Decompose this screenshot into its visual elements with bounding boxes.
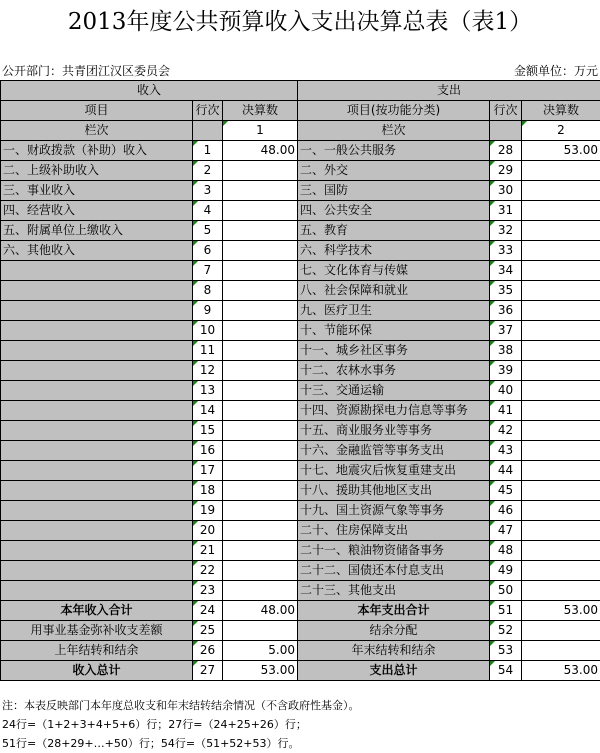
amount-cell xyxy=(522,361,600,381)
income-item-cell: 四、经营收入 xyxy=(1,201,193,221)
row-number: 49 xyxy=(490,561,522,581)
row-number: 45 xyxy=(490,481,522,501)
expense-item-cell: 三、国防 xyxy=(298,181,490,201)
amount-cell xyxy=(522,641,600,661)
unit-label: 金额单位：万元 xyxy=(500,62,600,80)
row-number: 27 xyxy=(193,661,223,681)
row-number: 6 xyxy=(193,241,223,261)
income-item-cell xyxy=(1,401,193,421)
row-number: 46 xyxy=(490,501,522,521)
amount-cell xyxy=(223,441,298,461)
amount-cell xyxy=(522,241,600,261)
row-number: 44 xyxy=(490,461,522,481)
lanci-blank xyxy=(193,121,223,141)
amount-cell xyxy=(223,301,298,321)
col-header-item-func: 项目(按功能分类) xyxy=(298,101,490,121)
row-number: 25 xyxy=(193,621,223,641)
amount-cell xyxy=(223,421,298,441)
col-number-1: 1 xyxy=(223,121,298,141)
income-item-cell: 二、上级补助收入 xyxy=(1,161,193,181)
col-header-item: 项目 xyxy=(1,101,193,121)
income-item-cell xyxy=(1,541,193,561)
table-row xyxy=(1,181,600,201)
table-row xyxy=(1,501,600,521)
amount-cell xyxy=(522,461,600,481)
income-item-cell xyxy=(1,461,193,481)
amount-cell: 53.00 xyxy=(522,661,600,681)
table-row xyxy=(1,381,600,401)
income-item-cell xyxy=(1,441,193,461)
row-number: 2 xyxy=(193,161,223,181)
row-number: 33 xyxy=(490,241,522,261)
table-row xyxy=(1,521,600,541)
col-header-amount2: 决算数 xyxy=(522,101,600,121)
header-row-lanci xyxy=(1,121,600,141)
row-number: 41 xyxy=(490,401,522,421)
expense-item-cell: 六、科学技术 xyxy=(298,241,490,261)
income-item-cell xyxy=(1,281,193,301)
expense-item-cell: 十七、地震灾后恢复重建支出 xyxy=(298,461,490,481)
table-row xyxy=(1,301,600,321)
row-number: 50 xyxy=(490,581,522,601)
income-item-cell xyxy=(1,361,193,381)
expense-item-cell: 十三、交通运输 xyxy=(298,381,490,401)
amount-cell: 53.00 xyxy=(223,661,298,681)
amount-cell xyxy=(522,381,600,401)
row-number: 31 xyxy=(490,201,522,221)
row-number: 8 xyxy=(193,281,223,301)
row-number: 37 xyxy=(490,321,522,341)
table-row xyxy=(1,201,600,221)
row-number: 12 xyxy=(193,361,223,381)
expense-item-cell: 十四、资源勘探电力信息等事务 xyxy=(298,401,490,421)
amount-cell xyxy=(522,421,600,441)
row-number: 13 xyxy=(193,381,223,401)
table-row xyxy=(1,161,600,181)
row-number: 4 xyxy=(193,201,223,221)
row-number: 3 xyxy=(193,181,223,201)
amount-cell xyxy=(223,621,298,641)
row-number: 19 xyxy=(193,501,223,521)
income-item-cell xyxy=(1,521,193,541)
row-number: 35 xyxy=(490,281,522,301)
col-header-amount: 决算数 xyxy=(223,101,298,121)
row-number: 51 xyxy=(490,601,522,621)
expense-item-cell: 十八、援助其他地区支出 xyxy=(298,481,490,501)
surplus-label: 结余分配 xyxy=(298,621,490,641)
expense-item-cell: 二、外交 xyxy=(298,161,490,181)
row-number: 5 xyxy=(193,221,223,241)
row-number: 18 xyxy=(193,481,223,501)
row-number: 32 xyxy=(490,221,522,241)
expense-item-cell: 十、节能环保 xyxy=(298,321,490,341)
table-row xyxy=(1,481,600,501)
row-number: 43 xyxy=(490,441,522,461)
row-number: 48 xyxy=(490,541,522,561)
income-item-cell xyxy=(1,581,193,601)
amount-cell: 48.00 xyxy=(223,141,298,161)
amount-cell xyxy=(223,361,298,381)
amount-cell xyxy=(223,581,298,601)
expense-item-cell: 七、文化体育与传媒 xyxy=(298,261,490,281)
expense-total-label: 支出总计 xyxy=(298,661,490,681)
row-number: 42 xyxy=(490,421,522,441)
page-title: 2013年度公共预算收入支出决算总表（表1） xyxy=(0,0,600,44)
table-row xyxy=(1,441,600,461)
amount-cell xyxy=(223,281,298,301)
amount-cell: 53.00 xyxy=(522,601,600,621)
amount-cell xyxy=(223,461,298,481)
table-row xyxy=(1,461,600,481)
row-number: 24 xyxy=(193,601,223,621)
row-number: 38 xyxy=(490,341,522,361)
income-item-cell xyxy=(1,381,193,401)
row-number: 36 xyxy=(490,301,522,321)
table-row xyxy=(1,581,600,601)
table-row xyxy=(1,141,600,161)
amount-cell xyxy=(522,561,600,581)
amount-cell xyxy=(223,341,298,361)
table-row xyxy=(1,321,600,341)
row-number: 21 xyxy=(193,541,223,561)
amount-cell xyxy=(522,541,600,561)
expense-item-cell: 十二、农林水事务 xyxy=(298,361,490,381)
header-row-section xyxy=(1,81,600,101)
note-line-1: 注：本表反映部门本年度总收支和年末结转结余情况（不含政府性基金）。 xyxy=(2,697,360,715)
note-line-2: 24行=（1+2+3+4+5+6）行；27行=（24+25+26）行； xyxy=(2,716,307,734)
row-number: 20 xyxy=(193,521,223,541)
row-number: 47 xyxy=(490,521,522,541)
expense-item-cell: 十一、城乡社区事务 xyxy=(298,341,490,361)
amount-cell xyxy=(522,261,600,281)
table-row xyxy=(1,361,600,381)
row-number: 30 xyxy=(490,181,522,201)
fund-label: 用事业基金弥补收支差额 xyxy=(1,621,193,641)
col-header-row: 行次 xyxy=(193,101,223,121)
expense-year-label: 本年支出合计 xyxy=(298,601,490,621)
row-number: 34 xyxy=(490,261,522,281)
row-number: 29 xyxy=(490,161,522,181)
income-total-label: 收入总计 xyxy=(1,661,193,681)
table-row xyxy=(1,601,600,621)
lanci-label: 栏次 xyxy=(1,121,193,141)
amount-cell xyxy=(223,221,298,241)
amount-cell xyxy=(223,161,298,181)
table-row xyxy=(1,661,600,681)
note-line-3: 51行=（28+29+…+50）行；54行=（51+52+53）行。 xyxy=(2,735,300,753)
amount-cell xyxy=(223,561,298,581)
expense-item-cell: 一、一般公共服务 xyxy=(298,141,490,161)
amount-cell xyxy=(522,221,600,241)
table-row xyxy=(1,401,600,421)
table-row xyxy=(1,621,600,641)
expense-item-cell: 十六、金融监管等事务支出 xyxy=(298,441,490,461)
amount-cell xyxy=(522,161,600,181)
row-number: 7 xyxy=(193,261,223,281)
amount-cell xyxy=(223,321,298,341)
income-item-cell xyxy=(1,341,193,361)
row-number: 9 xyxy=(193,301,223,321)
table-row xyxy=(1,541,600,561)
amount-cell xyxy=(223,201,298,221)
table-row xyxy=(1,421,600,441)
income-item-cell xyxy=(1,421,193,441)
row-number: 10 xyxy=(193,321,223,341)
income-item-cell: 三、事业收入 xyxy=(1,181,193,201)
amount-cell xyxy=(223,181,298,201)
expense-item-cell: 十五、商业服务业等事务 xyxy=(298,421,490,441)
amount-cell xyxy=(522,281,600,301)
expense-item-cell: 二十三、其他支出 xyxy=(298,581,490,601)
expense-item-cell: 八、社会保障和就业 xyxy=(298,281,490,301)
amount-cell xyxy=(522,521,600,541)
amount-cell xyxy=(522,481,600,501)
row-number: 39 xyxy=(490,361,522,381)
row-number: 15 xyxy=(193,421,223,441)
amount-cell xyxy=(522,181,600,201)
row-number: 16 xyxy=(193,441,223,461)
row-number: 28 xyxy=(490,141,522,161)
row-number: 52 xyxy=(490,621,522,641)
table-row xyxy=(1,281,600,301)
amount-cell xyxy=(223,381,298,401)
amount-cell xyxy=(522,581,600,601)
amount-cell: 5.00 xyxy=(223,641,298,661)
expense-item-cell: 二十、住房保障支出 xyxy=(298,521,490,541)
expense-item-cell: 四、公共安全 xyxy=(298,201,490,221)
amount-cell xyxy=(223,481,298,501)
row-number: 22 xyxy=(193,561,223,581)
expense-section-header: 支出 xyxy=(298,81,600,101)
row-number: 26 xyxy=(193,641,223,661)
expense-item-cell: 九、医疗卫生 xyxy=(298,301,490,321)
income-section-header: 收入 xyxy=(1,81,298,101)
row-number: 17 xyxy=(193,461,223,481)
amount-cell xyxy=(223,241,298,261)
income-item-cell: 五、附属单位上缴收入 xyxy=(1,221,193,241)
table-row xyxy=(1,261,600,281)
amount-cell: 48.00 xyxy=(223,601,298,621)
amount-cell xyxy=(522,341,600,361)
amount-cell xyxy=(522,301,600,321)
expense-item-cell: 二十二、国债还本付息支出 xyxy=(298,561,490,581)
table-row xyxy=(1,341,600,361)
table-row xyxy=(1,241,600,261)
amount-cell xyxy=(522,621,600,641)
department-label: 公开部门：共青团江汉区委员会 xyxy=(2,62,170,80)
expense-item-cell: 五、教育 xyxy=(298,221,490,241)
income-item-cell xyxy=(1,561,193,581)
expense-item-cell: 十九、国土资源气象等事务 xyxy=(298,501,490,521)
amount-cell xyxy=(223,541,298,561)
income-item-cell: 六、其他收入 xyxy=(1,241,193,261)
col-header-row2: 行次 xyxy=(490,101,522,121)
row-number: 40 xyxy=(490,381,522,401)
row-number: 54 xyxy=(490,661,522,681)
income-item-cell xyxy=(1,481,193,501)
income-item-cell xyxy=(1,501,193,521)
carry-out-label: 年末结转和结余 xyxy=(298,641,490,661)
row-number: 23 xyxy=(193,581,223,601)
row-number: 1 xyxy=(193,141,223,161)
amount-cell xyxy=(522,441,600,461)
amount-cell xyxy=(223,261,298,281)
amount-cell xyxy=(522,401,600,421)
income-item-cell xyxy=(1,301,193,321)
amount-cell xyxy=(223,521,298,541)
lanci-label-2: 栏次 xyxy=(298,121,490,141)
amount-cell: 53.00 xyxy=(522,141,600,161)
income-item-cell: 一、财政拨款（补助）收入 xyxy=(1,141,193,161)
row-number: 11 xyxy=(193,341,223,361)
expense-item-cell: 二十一、粮油物资储备事务 xyxy=(298,541,490,561)
budget-table xyxy=(0,80,600,681)
income-item-cell xyxy=(1,321,193,341)
amount-cell xyxy=(522,501,600,521)
carry-in-label: 上年结转和结余 xyxy=(1,641,193,661)
amount-cell xyxy=(223,501,298,521)
lanci-blank-2 xyxy=(490,121,522,141)
table-row xyxy=(1,641,600,661)
income-item-cell xyxy=(1,261,193,281)
amount-cell xyxy=(223,401,298,421)
row-number: 14 xyxy=(193,401,223,421)
col-number-2: 2 xyxy=(522,121,600,141)
header-row-columns xyxy=(1,101,600,121)
table-row xyxy=(1,561,600,581)
table-row xyxy=(1,221,600,241)
income-year-label: 本年收入合计 xyxy=(1,601,193,621)
amount-cell xyxy=(522,201,600,221)
amount-cell xyxy=(522,321,600,341)
row-number: 53 xyxy=(490,641,522,661)
